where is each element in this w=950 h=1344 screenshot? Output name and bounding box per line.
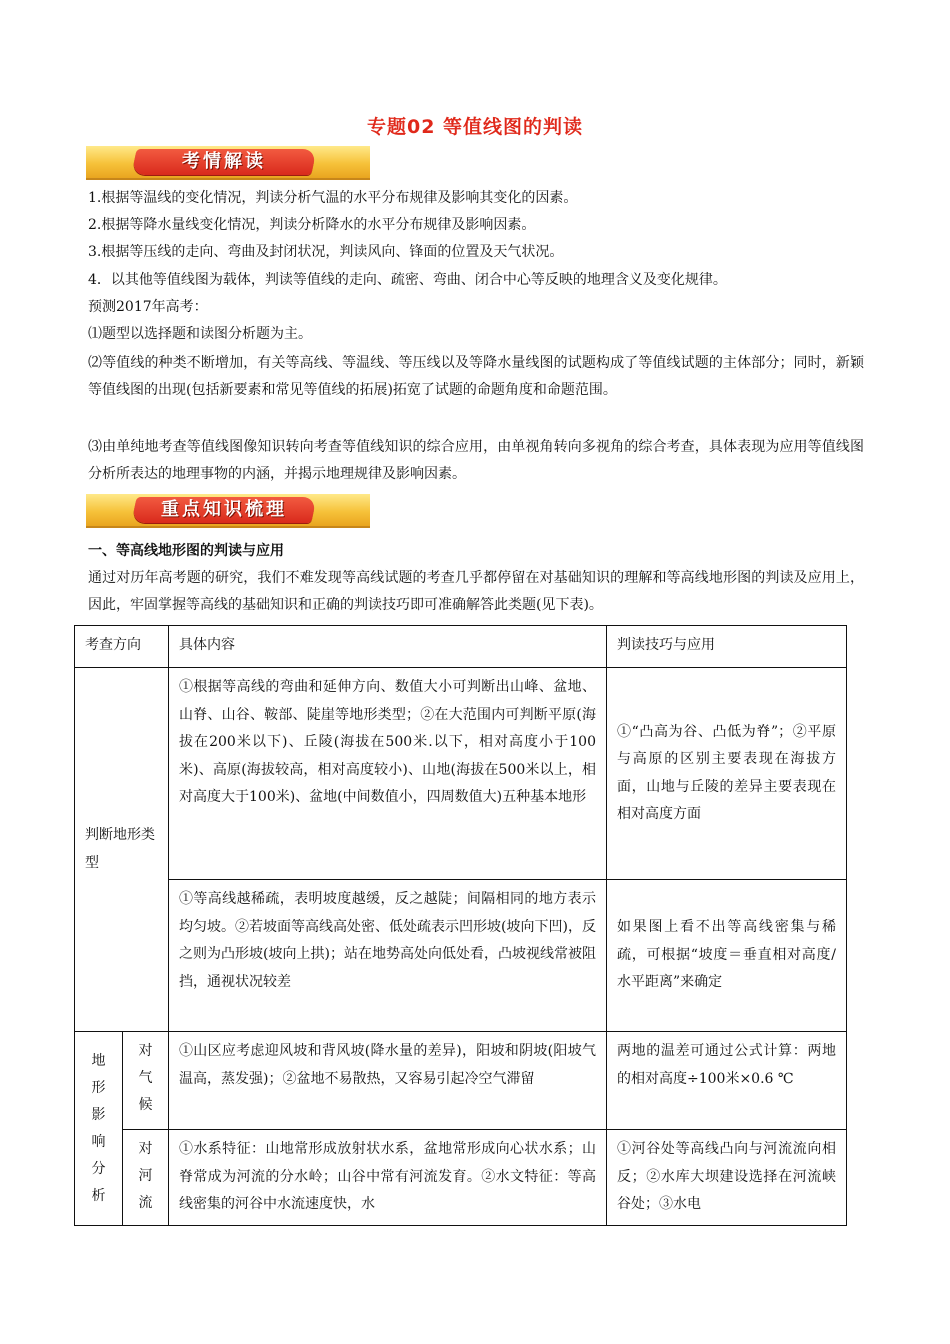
sub-label-river: 对河流 [138, 1141, 153, 1211]
header-cell: 具体内容 [169, 626, 607, 668]
tips-cell: 如果图上看不出等高线密集与稀疏，可根据“坡度＝垂直相对高度/水平距离”来确定 [607, 880, 847, 1032]
banner-key-knowledge [86, 494, 370, 528]
content-cell: ①水系特征：山地常形成放射状水系，盆地常形成向心状水系；山脊常成为河流的分水岭；山谷中常有河流发育。②水文特征：等高线密集的河谷中水流速度快，水 [169, 1130, 607, 1226]
header-cell: 考查方向 [75, 626, 169, 668]
content-cell: ①山区应考虑迎风坡和背风坡(降水量的差异)，阳坡和阴坡(阳坡气温高，蒸发强)；②盆地不易散热，又容易引起冷空气滞留 [169, 1032, 607, 1130]
table-row [75, 1130, 847, 1226]
analysis-item-1: 1.根据等温线的变化情况，判读分析气温的水平分布规律及影响其变化的因素。 [88, 190, 578, 206]
tips-cell: 两地的温差可通过公式计算：两地的相对高度÷100米×0.6 ℃ [607, 1032, 847, 1130]
banner-exam-analysis [86, 146, 370, 180]
tips-cell: ①“凸高为谷、凸低为脊”；②平原与高原的区别主要表现在海拔方面，山地与丘陵的差异主要表现在相对高度方面 [607, 668, 847, 880]
content-cell: ①根据等高线的弯曲和延伸方向、数值大小可判断出山峰、盆地、山脊、山谷、鞍部、陡崖等地形类型；②在大范围内可判断平原(海拔在200米以下)、丘陵(海拔在500米.以下，相对高度小于100米)、高原(海拔较高，相对高度较小)、山地(海拔在500米以上，相对高度大于100米)、盆地(中间数值小，四周数值大)五种基本地形 [169, 668, 607, 880]
analysis-item-3: 3.根据等压线的走向、弯曲及封闭状况，判读风向、锋面的位置及天气状况。 [88, 244, 564, 260]
prediction-item-1: ⑴题型以选择题和读图分析题为主。 [88, 326, 312, 342]
prediction-heading: 预测2017年高考： [88, 299, 208, 315]
sub-label-climate: 对气候 [138, 1043, 153, 1113]
analysis-item-2: 2.根据等降水量线变化情况，判读分析降水的水平分布规律及影响因素。 [88, 217, 536, 233]
content-cell: ①等高线越稀疏，表明坡度越缓，反之越陡；间隔相同的地方表示均匀坡。②若坡面等高线高处密、低处疏表示凹形坡(坡向下凹)，反之则为凸形坡(坡向上拱)；站在地势高处向低处看，凸坡视线常被阻挡，通视状况较差 [169, 880, 607, 1032]
section-intro: 通过对历年高考题的研究，我们不难发现等高线试题的考查几乎都停留在对基础知识的理解和等高线地形图的判读及应用上，因此，牢固掌握等高线的基础知识和正确的判读技巧即可准确解答此类题(见下表)。 [88, 570, 864, 613]
row-label-landform: 判断地形类型 [75, 668, 169, 1032]
table-row [75, 1032, 847, 1130]
prediction-item-2: ⑵等值线的种类不断增加，有关等高线、等温线、等压线以及等降水量线图的试题构成了等值线试题的主体部分；同时，新颖等值线图的出现(包括新要素和常见等值线的拓展)拓宽了试题的命题角度和命题范围。 [88, 355, 864, 398]
knowledge-table [74, 625, 847, 1226]
banner-label: 考情解读 [182, 151, 266, 172]
section-heading: 一、等高线地形图的判读与应用 [88, 543, 284, 559]
tips-cell: ①河谷处等高线凸向与河流流向相反；②水库大坝建设选择在河流峡谷处；③水电 [607, 1130, 847, 1226]
header-cell: 判读技巧与应用 [607, 626, 847, 668]
table-row [75, 880, 847, 1032]
banner-label: 重点知识梳理 [161, 499, 287, 520]
page-title: 专题02 等值线图的判读 [366, 116, 584, 138]
table-header-row [75, 626, 847, 668]
row-label-impact: 地形影响分析 [91, 1052, 106, 1204]
analysis-item-4: 4．以其他等值线图为载体，判读等值线的走向、疏密、弯曲、闭合中心等反映的地理含义及变化规律。 [88, 272, 727, 288]
prediction-item-3: ⑶由单纯地考查等值线图像知识转向考查等值线知识的综合应用，由单视角转向多视角的综合考查，具体表现为应用等值线图分析所表达的地理事物的内涵，并揭示地理规律及影响因素。 [88, 439, 864, 482]
table-row [75, 668, 847, 880]
